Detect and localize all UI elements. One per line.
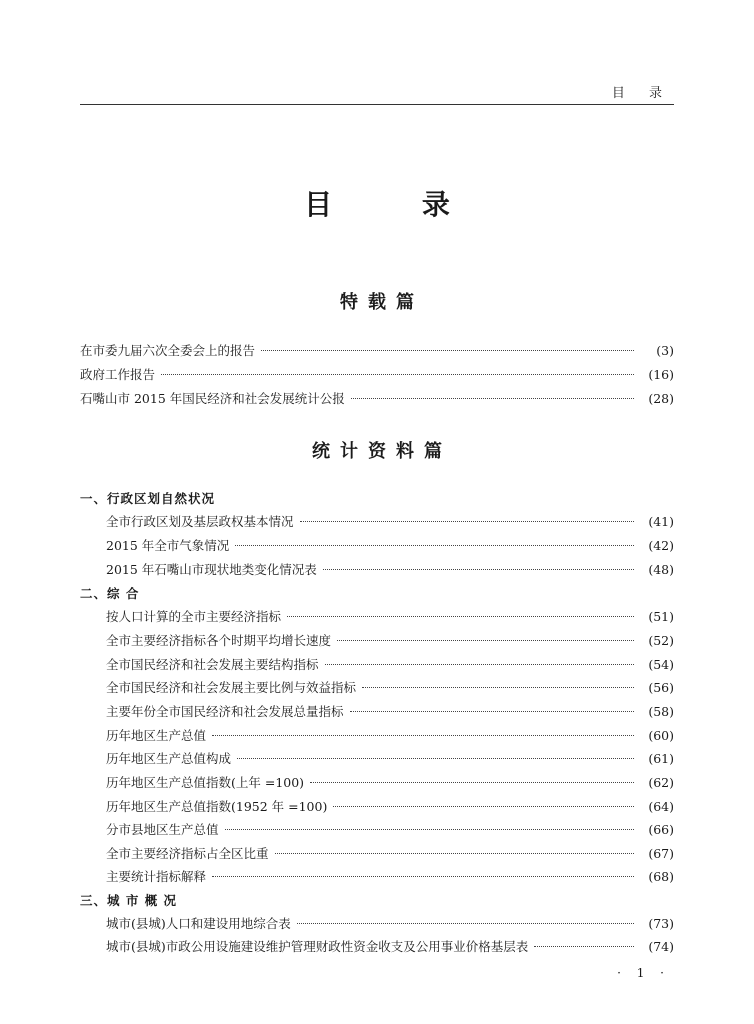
toc-entry-text: 历年地区生产总值指数(1952 年 =100)	[106, 799, 328, 814]
toc-entry-text: 2015 年全市气象情况	[106, 538, 230, 553]
toc-entry-text: 全市国民经济和社会发展主要结构指标	[106, 657, 319, 672]
toc-entry[interactable]	[80, 342, 674, 360]
page-title: 目 录	[304, 188, 490, 221]
toc-entry-text: 全市国民经济和社会发展主要比例与效益指标	[106, 680, 357, 695]
toc-entry-page: (52)	[648, 633, 674, 648]
leader-dots	[310, 782, 634, 783]
toc-entry-text: 按人口计算的全市主要经济指标	[106, 609, 282, 624]
toc-entry[interactable]	[106, 774, 674, 792]
category-heading: 一、行政区划自然状况	[80, 491, 216, 506]
toc-entry[interactable]	[106, 915, 674, 933]
toc-entry-text: 主要统计指标解释	[106, 869, 207, 884]
toc-entry[interactable]	[106, 679, 674, 697]
leader-dots	[287, 616, 634, 617]
toc-entry[interactable]	[106, 561, 674, 579]
toc-entry-page: (68)	[648, 869, 674, 884]
leader-dots	[333, 806, 634, 807]
leader-dots	[534, 946, 634, 947]
header-rule	[80, 104, 674, 105]
toc-entry[interactable]	[106, 656, 674, 674]
toc-entry[interactable]	[106, 537, 674, 555]
toc-entry[interactable]	[106, 513, 674, 531]
toc-entry-text: 石嘴山市 2015 年国民经济和社会发展统计公报	[80, 391, 345, 406]
section-title-special: 特载篇	[340, 292, 424, 313]
toc-entry-text: 城市(县城)人口和建设用地综合表	[106, 916, 291, 931]
toc-entry-page: (58)	[648, 704, 674, 719]
toc-entry[interactable]	[106, 703, 674, 721]
leader-dots	[237, 758, 634, 759]
toc-entry-page: (16)	[648, 367, 674, 382]
toc-entry-page: (56)	[648, 680, 674, 695]
toc-entry[interactable]	[80, 366, 674, 384]
toc-entry-text: 历年地区生产总值构成	[106, 751, 232, 766]
toc-entry-page: (48)	[648, 562, 674, 577]
toc-entry[interactable]	[106, 727, 674, 745]
toc-entry[interactable]	[106, 821, 674, 839]
leader-dots	[337, 640, 634, 641]
toc-entry-text: 全市行政区划及基层政权基本情况	[106, 514, 294, 529]
section-title-statistics: 统计资料篇	[312, 441, 452, 462]
toc-entry-text: 主要年份全市国民经济和社会发展总量指标	[106, 704, 344, 719]
toc-entry[interactable]	[106, 608, 674, 626]
toc-entry-page: (62)	[648, 775, 674, 790]
toc-entry-text: 城市(县城)市政公用设施建设维护管理财政性资金收支及公用事业价格基层表	[106, 939, 529, 954]
leader-dots	[300, 521, 634, 522]
toc-entry[interactable]	[106, 632, 674, 650]
toc-entry-page: (3)	[656, 343, 674, 358]
category-heading: 二、综 合	[80, 586, 140, 601]
toc-entry-text: 2015 年石嘴山市现状地类变化情况表	[106, 562, 317, 577]
toc-entry-page: (42)	[648, 538, 674, 553]
toc-entry-text: 全市主要经济指标占全区比重	[106, 846, 269, 861]
toc-entry-text: 政府工作报告	[80, 367, 156, 382]
toc-entry[interactable]	[106, 798, 674, 816]
toc-entry[interactable]	[106, 938, 674, 956]
leader-dots	[297, 923, 634, 924]
toc-entry-page: (41)	[648, 514, 674, 529]
toc-entry-text: 在市委九届六次全委会上的报告	[80, 343, 256, 358]
page-number: · 1 ·	[617, 966, 670, 980]
toc-entry-page: (60)	[648, 728, 674, 743]
toc-entry[interactable]	[106, 868, 674, 886]
leader-dots	[275, 853, 634, 854]
leader-dots	[225, 829, 634, 830]
toc-entry-page: (73)	[648, 916, 674, 931]
running-head: 目 录	[611, 86, 672, 101]
leader-dots	[351, 398, 634, 399]
toc-entry[interactable]	[106, 845, 674, 863]
toc-entry-page: (74)	[648, 939, 674, 954]
toc-entry-page: (51)	[648, 609, 674, 624]
toc-entry-page: (67)	[648, 846, 674, 861]
leader-dots	[350, 711, 634, 712]
leader-dots	[261, 350, 634, 351]
leader-dots	[212, 735, 634, 736]
toc-entry-text: 历年地区生产总值指数(上年 =100)	[106, 775, 305, 790]
toc-entry-page: (66)	[648, 822, 674, 837]
toc-entry-text: 历年地区生产总值	[106, 728, 207, 743]
leader-dots	[362, 687, 634, 688]
leader-dots	[325, 664, 634, 665]
toc-entry-page: (54)	[648, 657, 674, 672]
leader-dots	[235, 545, 634, 546]
toc-entry-text: 全市主要经济指标各个时期平均增长速度	[106, 633, 332, 648]
category-heading: 三、城 市 概 况	[80, 893, 178, 908]
toc-entry-page: (28)	[648, 391, 674, 406]
leader-dots	[323, 569, 634, 570]
toc-entry[interactable]	[80, 390, 674, 408]
toc-entry-page: (61)	[648, 751, 674, 766]
toc-entry[interactable]	[106, 750, 674, 768]
leader-dots	[212, 876, 634, 877]
toc-entry-page: (64)	[648, 799, 674, 814]
toc-entry-text: 分市县地区生产总值	[106, 822, 219, 837]
leader-dots	[161, 374, 634, 375]
